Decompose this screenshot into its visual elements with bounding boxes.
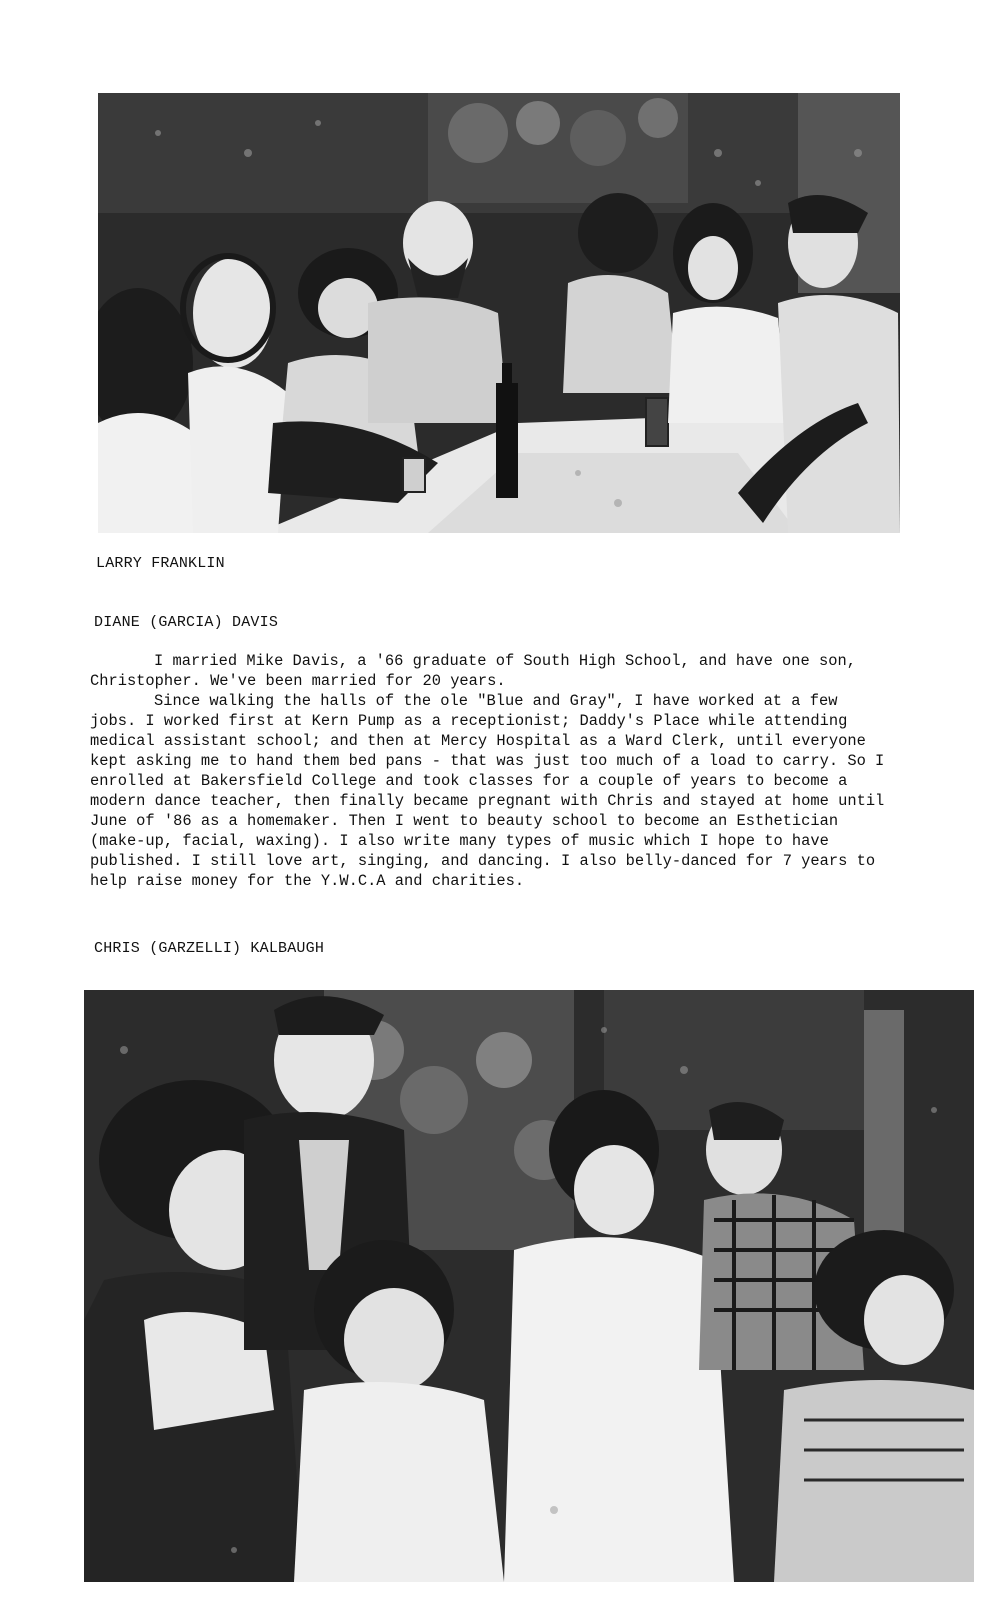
photo-banquet-table (98, 93, 900, 533)
photo-gathering (84, 990, 974, 1582)
photo-caption-top: LARRY FRANKLIN (96, 555, 225, 572)
bio-paragraph-2: Since walking the halls of the ole "Blue and Gray", I have worked at a few jobs. I worked first at Kern Pump as a receptionist; Daddy's Place while attending medical assistant school; and then at Mercy Hospital as a Ward Clerk, until everyone kept asking me to hand them bed pans - that was just too much of a load to carry. So I enrolled at Bakersfield College and took classes for a couple of years to become a modern dance teacher, then finally became pregnant with Chris and stayed at home until June of '86 as a homemaker. Then I went to beauty school to become an Esthetician (make-up, facial, waxing). I also write many types of music which I hope to have published. I still love art, singing, and dancing. I also belly-danced for 7 years to help raise money for the Y.W.C.A and charities. (90, 692, 885, 890)
bio-name-heading: DIANE (GARCIA) DAVIS (94, 614, 279, 631)
bio-body (90, 651, 890, 891)
photo-gathering-image (84, 990, 974, 1582)
photo-caption-bottom: CHRIS (GARZELLI) KALBAUGH (94, 940, 325, 957)
bio-paragraph-1: I married Mike Davis, a '66 graduate of South High School, and have one son, Christopher. We've been married for 20 years. (90, 652, 856, 690)
photo-banquet-table-image (98, 93, 900, 533)
